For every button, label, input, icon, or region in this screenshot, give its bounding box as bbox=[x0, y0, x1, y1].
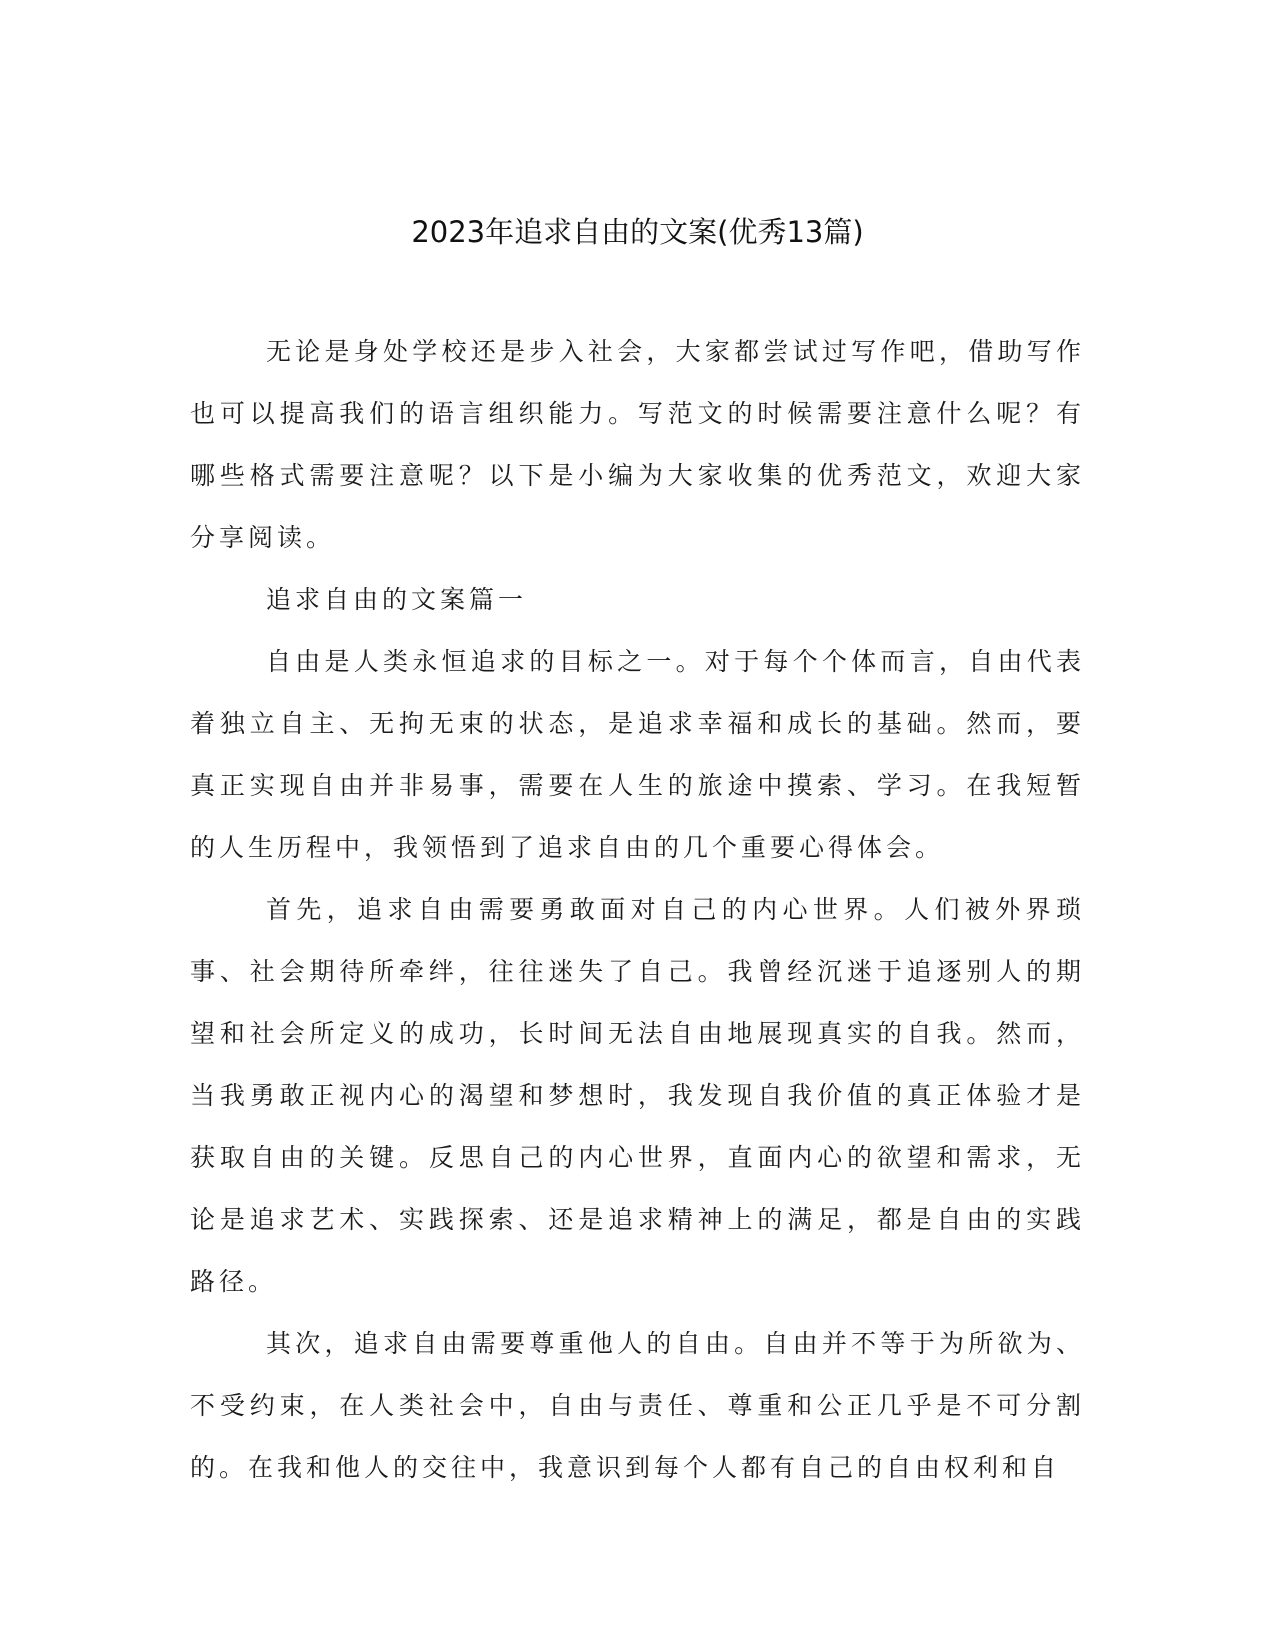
body-paragraph-1: 自由是人类永恒追求的目标之一。对于每个个体而言，自由代表着独立自主、无拘无束的状态，是追求幸福和成长的基础。然而，要真正实现自由并非易事，需要在人生的旅途中摸索、学习。在我短暂的人生历程中，我领悟到了追求自由的几个重要心得体会。 bbox=[190, 647, 1085, 862]
body-paragraph-3: 其次，追求自由需要尊重他人的自由。自由并不等于为所欲为、不受约束，在人类社会中，自由与责任、尊重和公正几乎是不可分割的。在我和他人的交往中，我意识到每个人都有自己的自由权利和自 bbox=[190, 1329, 1085, 1482]
section-heading-1: 追求自由的文案篇一 bbox=[266, 585, 528, 614]
intro-paragraph: 无论是身处学校还是步入社会，大家都尝试过写作吧，借助写作也可以提高我们的语言组织能力。写范文的时候需要注意什么呢？有哪些格式需要注意呢？以下是小编为大家收集的优秀范文，欢迎大家分享阅读。 bbox=[190, 337, 1085, 552]
document-title: 2023年追求自由的文案(优秀13篇) bbox=[411, 215, 864, 249]
document-body bbox=[190, 321, 1085, 1499]
body-paragraph-2: 首先，追求自由需要勇敢面对自己的内心世界。人们被外界琐事、社会期待所牵绊，往往迷失了自己。我曾经沉迷于追逐别人的期望和社会所定义的成功，长时间无法自由地展现真实的自我。然而，当我勇敢正视内心的渴望和梦想时，我发现自我价值的真正体验才是获取自由的关键。反思自己的内心世界，直面内心的欲望和需求，无论是追求艺术、实践探索、还是追求精神上的满足，都是自由的实践路径。 bbox=[190, 895, 1085, 1296]
